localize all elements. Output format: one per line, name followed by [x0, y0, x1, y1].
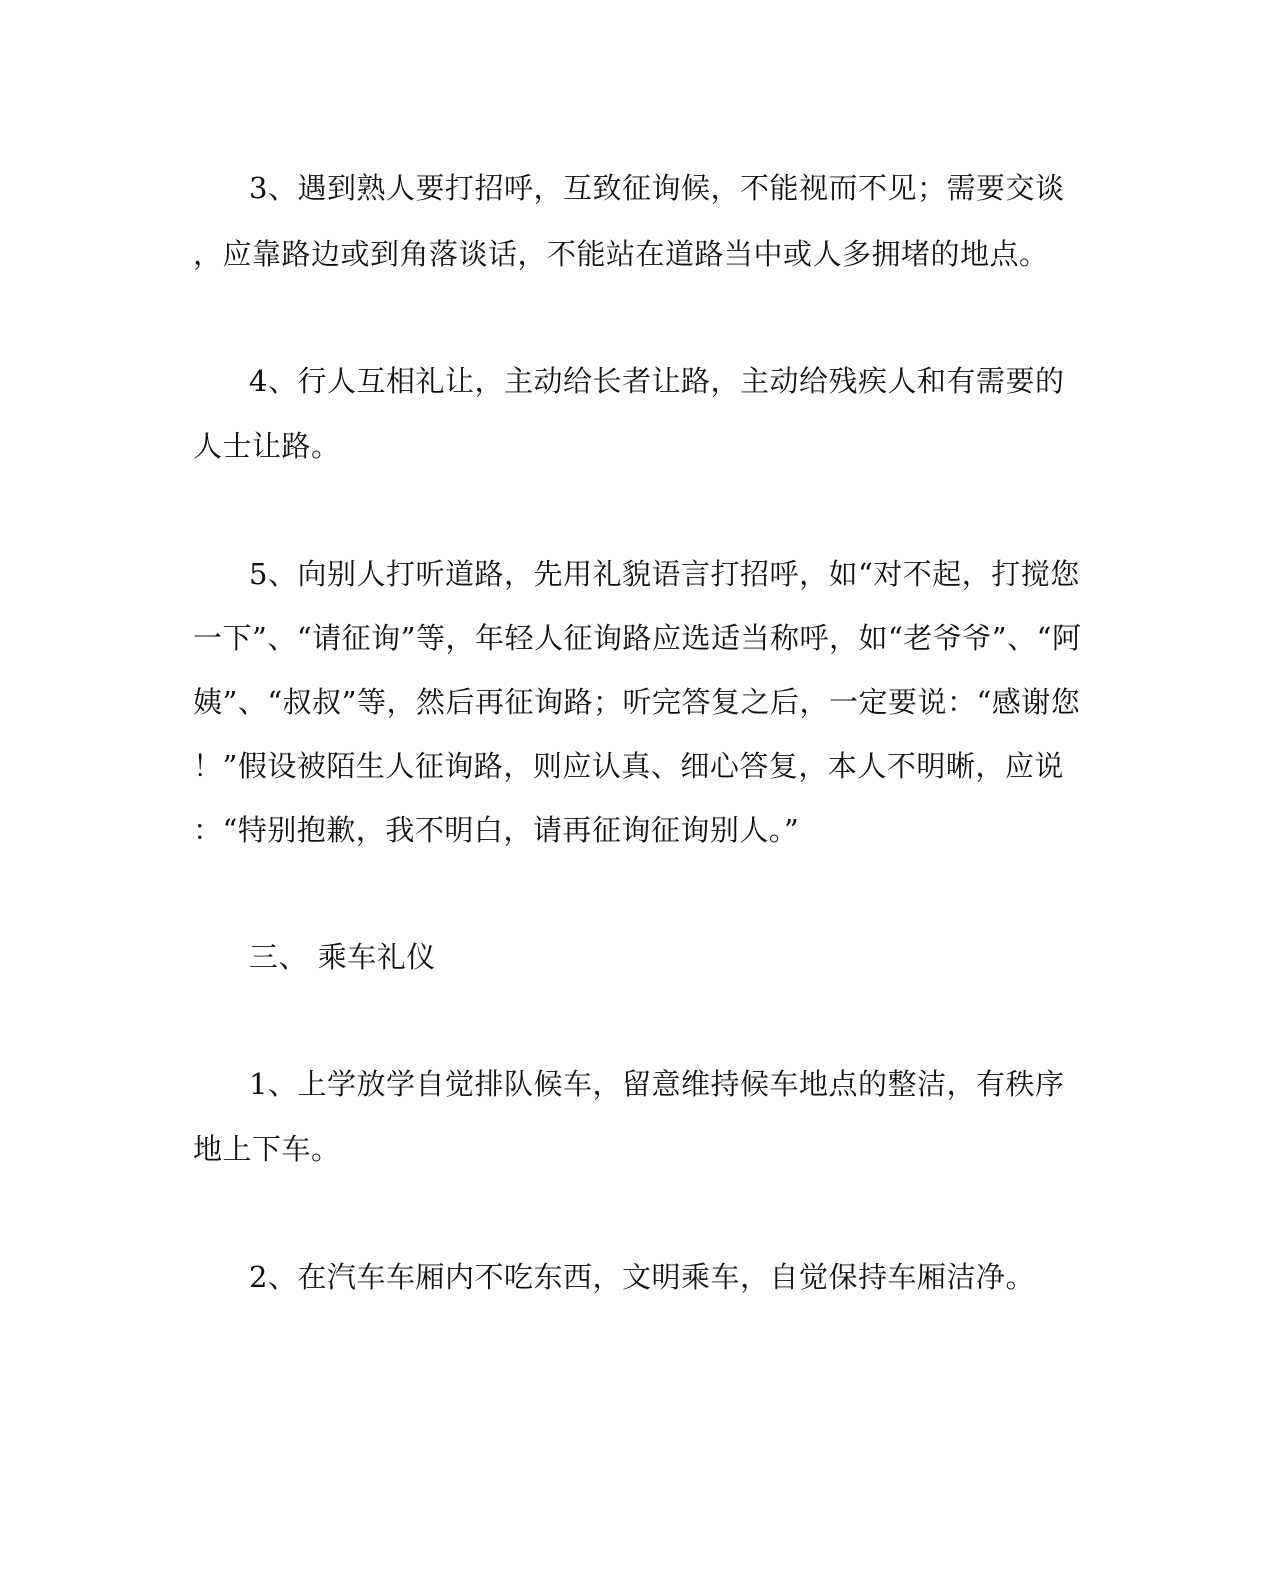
paragraph-5-line-3: 姨”、“叔叔”等，然后再征询路；听完答复之后，一定要说：“感谢您 — [193, 685, 1081, 719]
section-item-2-line-1: 2、在汽车车厢内不吃东西，文明乘车，自觉保持车厢洁净。 — [249, 1260, 1035, 1294]
section-heading: 三、 乘车礼仪 — [249, 940, 436, 974]
paragraph-4-line-1: 4、行人互相礼让，主动给长者让路，主动给残疾人和有需要的 — [249, 364, 1065, 398]
paragraph-3-line-2: ，应靠路边或到角落谈话，不能站在道路当中或人多拥堵的地点。 — [193, 237, 1049, 271]
paragraph-5-line-4: ！”假设被陌生人征询路，则应认真、细心答复，本人不明晰，应说 — [193, 749, 1064, 783]
paragraph-5-line-1: 5、向别人打听道路，先用礼貌语言打招呼，如“对不起，打搅您 — [249, 557, 1080, 591]
paragraph-5-line-2: 一下”、“请征询”等，年轻人征询路应选适当称呼，如“老爷爷”、“阿 — [193, 621, 1082, 655]
paragraph-4-line-2: 人士让路。 — [193, 429, 341, 463]
paragraph-5-line-5: ：“特别抱歉，我不明白，请再征询征询别人。” — [193, 813, 800, 847]
paragraph-3-line-1: 3、遇到熟人要打招呼，互致征询候，不能视而不见；需要交谈 — [249, 171, 1065, 205]
section-item-1-line-2: 地上下车。 — [193, 1132, 341, 1166]
section-item-1-line-1: 1、上学放学自觉排队候车，留意维持候车地点的整洁，有秩序 — [249, 1067, 1065, 1101]
